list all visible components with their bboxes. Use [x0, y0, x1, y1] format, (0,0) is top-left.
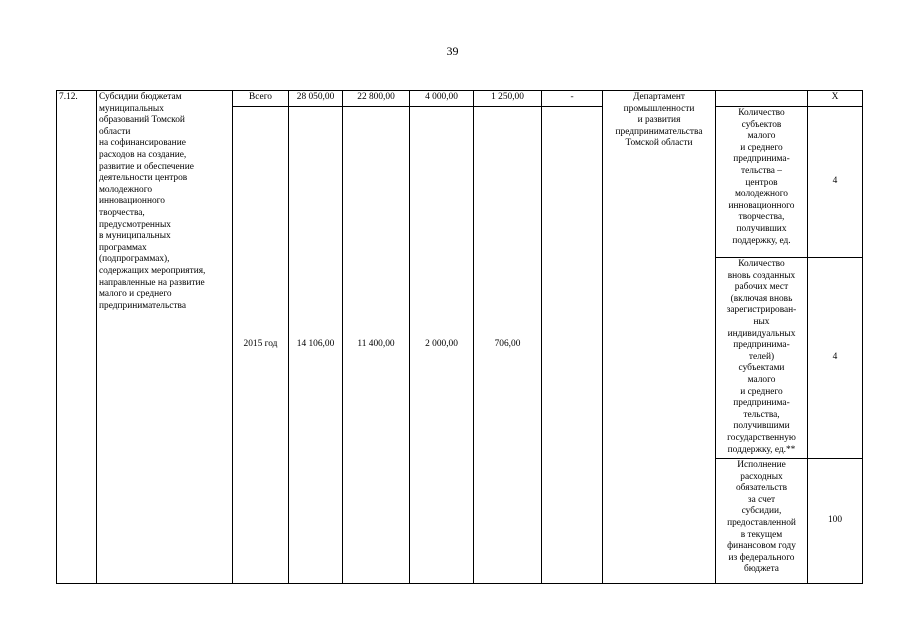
indicator-header-empty [716, 91, 808, 107]
executor: Департамент промышленности и развития предпринимательства Томской области [603, 91, 716, 584]
indicator-name: Исполнение расходных обязательств за счет субсидии, предоставленной в текущем финансовом году из федерального бюджета [716, 459, 808, 584]
year-period-label: 2015 год [233, 107, 289, 584]
year-sum: 14 106,00 [289, 107, 343, 584]
row-number: 7.12. [57, 91, 97, 584]
year-regional: 2 000,00 [410, 107, 474, 584]
x-mark: X [808, 91, 863, 107]
indicator-value: 100 [808, 459, 863, 584]
total-sum: 28 050,00 [289, 91, 343, 107]
year-federal: 11 400,00 [343, 107, 410, 584]
indicator-value: 4 [808, 258, 863, 459]
indicator-value: 4 [808, 107, 863, 258]
total-local: 1 250,00 [474, 91, 542, 107]
year-local: 706,00 [474, 107, 542, 584]
total-regional: 4 000,00 [410, 91, 474, 107]
program-table [56, 90, 863, 584]
page-number: 39 [446, 44, 459, 58]
table-row [57, 91, 863, 107]
year-other [542, 107, 603, 584]
total-period-label: Всего [233, 91, 289, 107]
total-federal: 22 800,00 [343, 91, 410, 107]
indicator-name: Количество вновь созданных рабочих мест (включая вновь зарегистрирован- ных индивидуальных предпринима- телей) субъектами малого и среднего предпринима- тельства, получившими государственную поддержку, ед.** [716, 258, 808, 459]
indicator-name: Количество субъектов малого и среднего предпринима- тельства – центров молодежного инновационного творчества, получивших поддержку, ед. [716, 107, 808, 258]
total-other: - [542, 91, 603, 107]
measure-description: Субсидии бюджетам муниципальных образований Томской области на софинансирование расходов на создание, развитие и обеспечение деятельности центров молодежного инновационного творчества, предусмотренных в муниципальных программах (подпрограммах), содержащих мероприятия, направленные на развитие малого и среднего предпринимательства [97, 91, 233, 584]
